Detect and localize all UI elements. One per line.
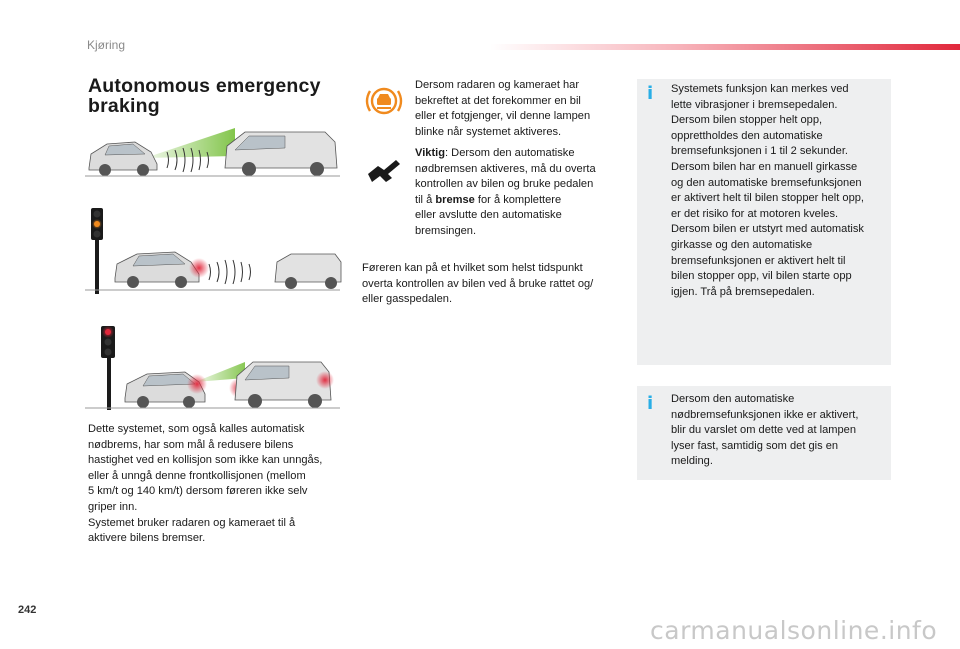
info-box-deactivated xyxy=(637,386,891,480)
info-box-deactivated-text: Dersom den automatiske nødbremsefunksjonen ikke er aktivert, blir du varslet om dette ved at lampen lyser fast, samtidig som det gis en melding. xyxy=(671,393,859,468)
traffic-light-icon xyxy=(91,208,103,294)
warning-lamp-paragraph: Dersom radaren og kameraet har bekreftet at det forekommer en bil eller et fotgjenger, vil denne lampen blinke når systemet aktiveres. xyxy=(415,79,591,138)
vehicle-ahead-icon xyxy=(275,254,341,289)
info-box-function xyxy=(637,79,891,365)
brake-flash-icon xyxy=(187,374,207,394)
info-box-function-text: Systemets funksjon kan merkes ved lette vibrasjoner i bremsepedalen. Dersom bilen stopper helt opp, opprettholdes den automatiske bremsefunksjonen i 1 til 2 sekunder. Dersom bilen har en manuell girkasse og den automatiske bremsefunksjonen er aktivert helt til bilen stopper helt opp, er det risiko for at motoren kveles. Dersom bilen er utstyrt med automatisk girkasse og den automatiske bremsefunksjonen er aktivert helt til bilen stopper opp, vil bilen starte opp igjen. Trå på bremsepedalen. xyxy=(671,83,865,298)
important-paragraph: Viktig: Dersom den automatiske nødbremsen aktiveres, må du overta kontrollen av bilen og bruke pedalen til å bremse for å komplettere eller avslutte den automatiske bremsingen. xyxy=(415,147,596,237)
illustration-car-following-van xyxy=(85,124,345,180)
van-icon xyxy=(235,362,331,408)
brake-flash-icon xyxy=(189,258,209,278)
info-icon: i xyxy=(647,83,654,104)
illustration-braking-warning xyxy=(85,204,345,296)
watermark: carmanualsonline.info xyxy=(650,616,938,645)
header-accent-bar xyxy=(490,44,960,50)
traffic-light-icon xyxy=(101,326,115,410)
intro-paragraph: Dette systemet, som også kalles automatisk nødbrems, har som mål å redusere bilens hastighet ved en kollisjon som ikke kan unngås, eller å unngå denne frontkollisjonen (mellom 5 km/t og 140 km/t) dersom føreren ikke selv griper inn. Systemet bruker radaren og kameraet til å aktivere bilens bremser. xyxy=(88,423,323,545)
section-label: Kjøring xyxy=(87,38,126,52)
brake-flash-icon xyxy=(316,371,334,389)
info-icon: i xyxy=(647,393,654,414)
page-number: 242 xyxy=(18,604,37,616)
car-icon xyxy=(115,252,199,288)
radar-beam-icon xyxy=(145,128,235,158)
radar-wave-icon xyxy=(209,260,251,284)
collision-warning-lamp-icon xyxy=(366,86,402,116)
override-paragraph: Føreren kan på et hvilket som helst tidspunkt overta kontrollen av bilen ved å bruke rattet og/ eller gasspedalen. xyxy=(362,262,594,306)
hand-wrench-icon xyxy=(366,158,402,184)
van-icon xyxy=(225,132,337,176)
page-title: Autonomous emergency braking xyxy=(88,75,321,117)
illustration-emergency-braking xyxy=(85,322,345,412)
car-icon xyxy=(89,142,157,176)
